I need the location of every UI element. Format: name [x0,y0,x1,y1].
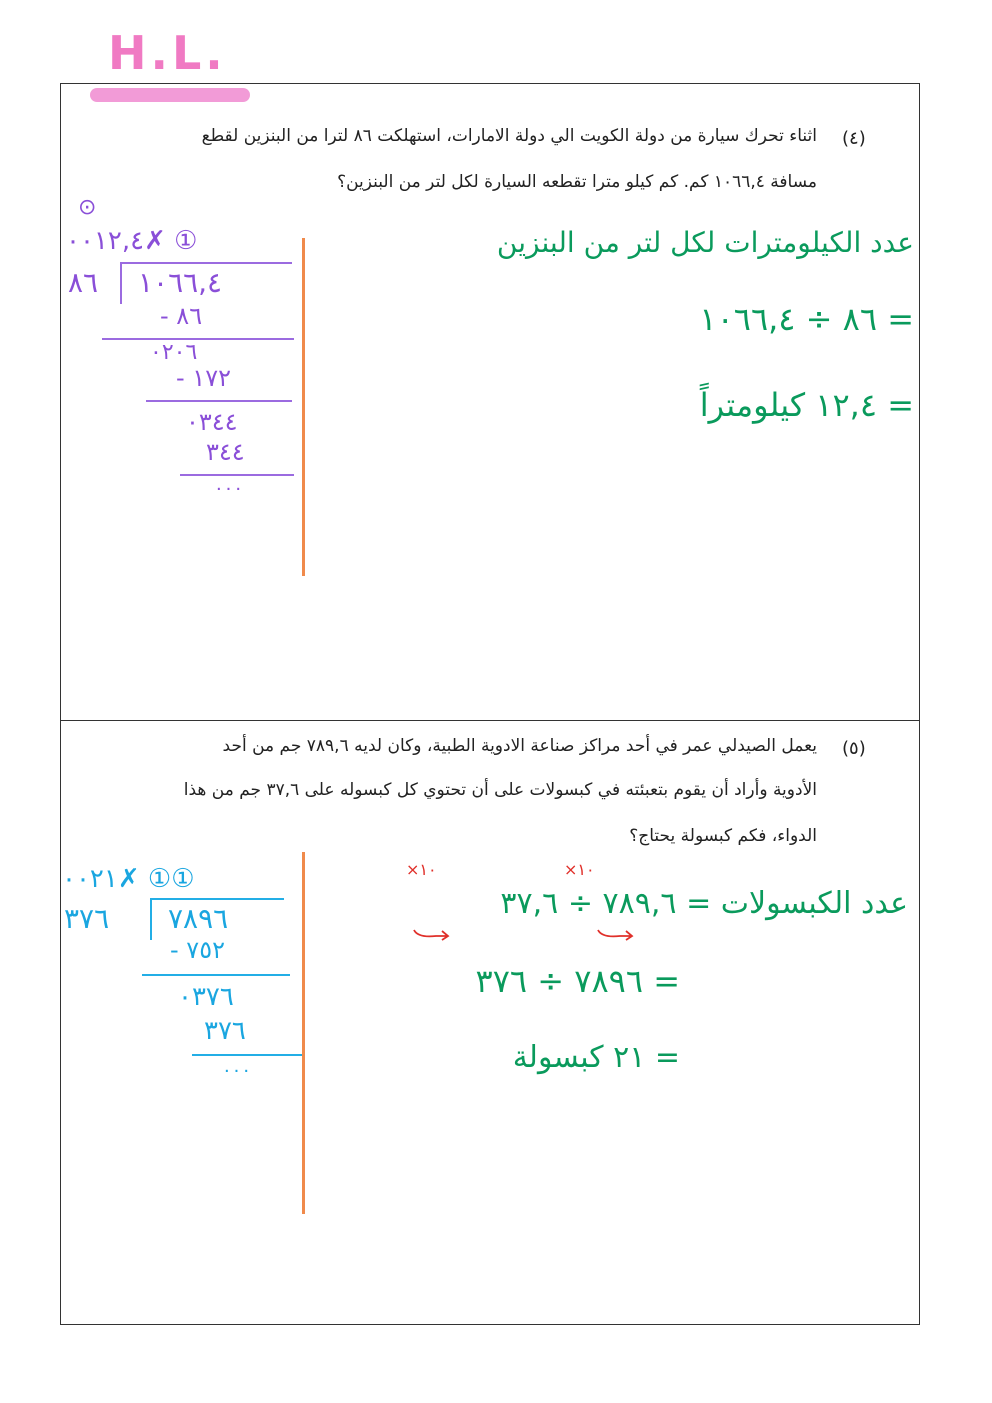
q4-work-step-3: ١٧٢ - [176,364,231,392]
q5-work-quotient: ①① ✗٠٠٢١ [62,864,195,894]
q5-work-step-1: ٧٥٢ - [170,936,225,964]
q4-work-remainder: ٠٠٠ [214,478,244,499]
q5-work-separator [302,852,305,1214]
q4-work-rule-2 [146,400,292,402]
question-5-line-1: يعمل الصيدلي عمر في أحد مراكز صناعة الادوية الطبية، وكان لديه ٧٨٩,٦ جم من أحد [222,736,817,756]
q4-work-rule-1 [102,338,294,340]
q4-work-rule-3 [180,474,294,476]
question-4-number: (٤) [842,128,866,149]
stamp-mark: H.L. [108,26,227,80]
q5-answer-multiplier-1: ١٠× [406,860,437,879]
q5-work-divisor: ٣٧٦ [64,902,110,935]
q4-work-divisor: ٨٦ [68,266,99,299]
q5-work-dividend: ٧٨٩٦ [168,902,229,935]
q5-answer-line-3: = ٢١ كبسولة [512,1040,680,1075]
q4-work-step-2: ٠٢٠٦ [150,340,198,365]
q5-work-step-3: ٣٧٦ [204,1016,246,1046]
q4-work-step-1: ٨٦ - [160,302,203,330]
q4-answer-line-1: عدد الكيلومترات لكل لتر من البنزين [496,226,914,259]
q4-work-quotient: ① ✗٠٠١٢,٤ [66,226,198,256]
q5-answer-line-1: عدد الكبسولات = ٧٨٩,٦ ÷ ٣٧,٦ [500,886,908,921]
question-5-line-3: الدواء، فكم كبسولة يحتاج؟ [629,826,817,846]
q5-answer-arrow-2 [596,926,636,942]
q4-work-dividend: ١٠٦٦,٤ [138,266,223,299]
q4-work-step-4: ٠٣٤٤ [186,408,238,436]
question-4-line-1: اثناء تحرك سيارة من دولة الكويت الي دولة الامارات، استهلكت ٨٦ لترا من البنزين لقطع [201,126,817,146]
q4-work-step-5: ٣٤٤ [206,438,245,466]
q4-answer-line-3: = ١٢,٤ كيلومتراً [699,386,914,424]
q4-answer-line-2: = ٨٦ ÷ ١٠٦٦,٤ [699,300,914,338]
question-5-number: (٥) [842,738,866,759]
q5-answer-arrow-1 [412,926,452,942]
q5-work-rule-1 [142,974,290,976]
question-4-line-2: مسافة ١٠٦٦,٤ كم. كم كيلو مترا تقطعه السيارة لكل لتر من البنزين؟ [337,172,817,192]
q4-work-separator [302,238,305,576]
q5-work-step-2: ٠٣٧٦ [178,982,234,1012]
q5-answer-line-2: = ٧٨٩٦ ÷ ٣٧٦ [475,962,680,1000]
q5-answer-multiplier-2: ١٠× [564,860,595,879]
question-5-line-2: الأدوية وأراد أن يقوم بتعبئته في كبسولات على أن تحتوي كل كبسوله على ٣٧,٦ جم من هذا [183,780,817,800]
q4-work-mark: ⊙ [78,195,97,220]
q5-work-rule-2 [192,1054,302,1056]
question-divider [60,720,920,721]
q5-work-remainder: ٠٠٠ [222,1060,252,1081]
